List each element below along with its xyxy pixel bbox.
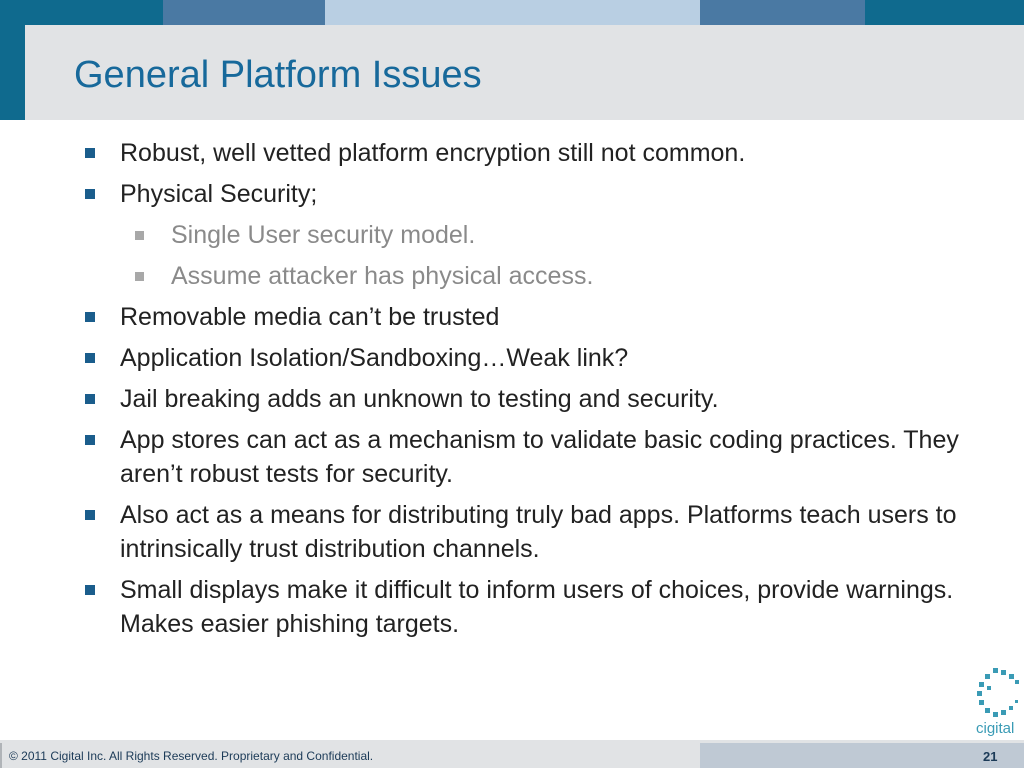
bullet-square-icon: [85, 353, 95, 363]
bullet-item: [80, 341, 980, 375]
bullet-square-icon: [85, 585, 95, 595]
top-color-bar: [0, 0, 1024, 25]
bullet-text: Robust, well vetted platform encryption still not common.: [120, 139, 746, 167]
bullet-square-icon: [135, 272, 144, 281]
sub-bullet-item: [80, 218, 980, 252]
bullet-square-icon: [85, 189, 95, 199]
bullet-square-icon: [135, 231, 144, 240]
bullet-text: Application Isolation/Sandboxing…Weak link?: [120, 344, 629, 372]
top-bar-segment-3: [325, 0, 700, 25]
bullet-text: Jail breaking adds an unknown to testing and security.: [120, 385, 719, 413]
sub-bullet-item: [80, 259, 980, 293]
slide-title: General Platform Issues: [74, 54, 482, 96]
footer-left-strip: [0, 743, 2, 768]
bullet-item: [80, 300, 980, 334]
bullet-item: [80, 573, 980, 641]
page-number: 21: [983, 749, 998, 764]
logo-text: cigital: [976, 720, 1015, 737]
bullet-square-icon: [85, 510, 95, 520]
bullet-item: [80, 423, 980, 491]
top-bar-segment-4: [700, 0, 865, 25]
left-accent-strip: [0, 0, 25, 120]
copyright-text: © 2011 Cigital Inc. All Rights Reserved. Proprietary and Confidential.: [9, 749, 374, 763]
bullet-square-icon: [85, 312, 95, 322]
top-bar-segment-5: [865, 0, 1024, 25]
bullet-item: [80, 382, 980, 416]
bullet-text: Also act as a means for distributing truly bad apps. Platforms teach users to intrinsically trust distribution channels.: [120, 501, 957, 563]
bullet-item: [80, 498, 980, 566]
bullet-square-icon: [85, 435, 95, 445]
bullet-text: Assume attacker has physical access.: [171, 262, 594, 290]
bullet-item: [80, 136, 980, 170]
bullet-text: Small displays make it difficult to inform users of choices, provide warnings. Makes easier phishing targets.: [120, 576, 954, 638]
bullet-text: Removable media can’t be trusted: [120, 303, 500, 331]
bullet-text: Physical Security;: [120, 180, 318, 208]
bullet-list: [80, 136, 980, 648]
bullet-item: [80, 177, 980, 211]
bullet-square-icon: [85, 148, 95, 158]
top-bar-segment-2: [163, 0, 325, 25]
bullet-text: App stores can act as a mechanism to validate basic coding practices. They aren’t robust tests for security.: [120, 426, 959, 488]
footer-right-band: [700, 743, 1024, 768]
bullet-square-icon: [85, 394, 95, 404]
bullet-text: Single User security model.: [171, 221, 476, 249]
